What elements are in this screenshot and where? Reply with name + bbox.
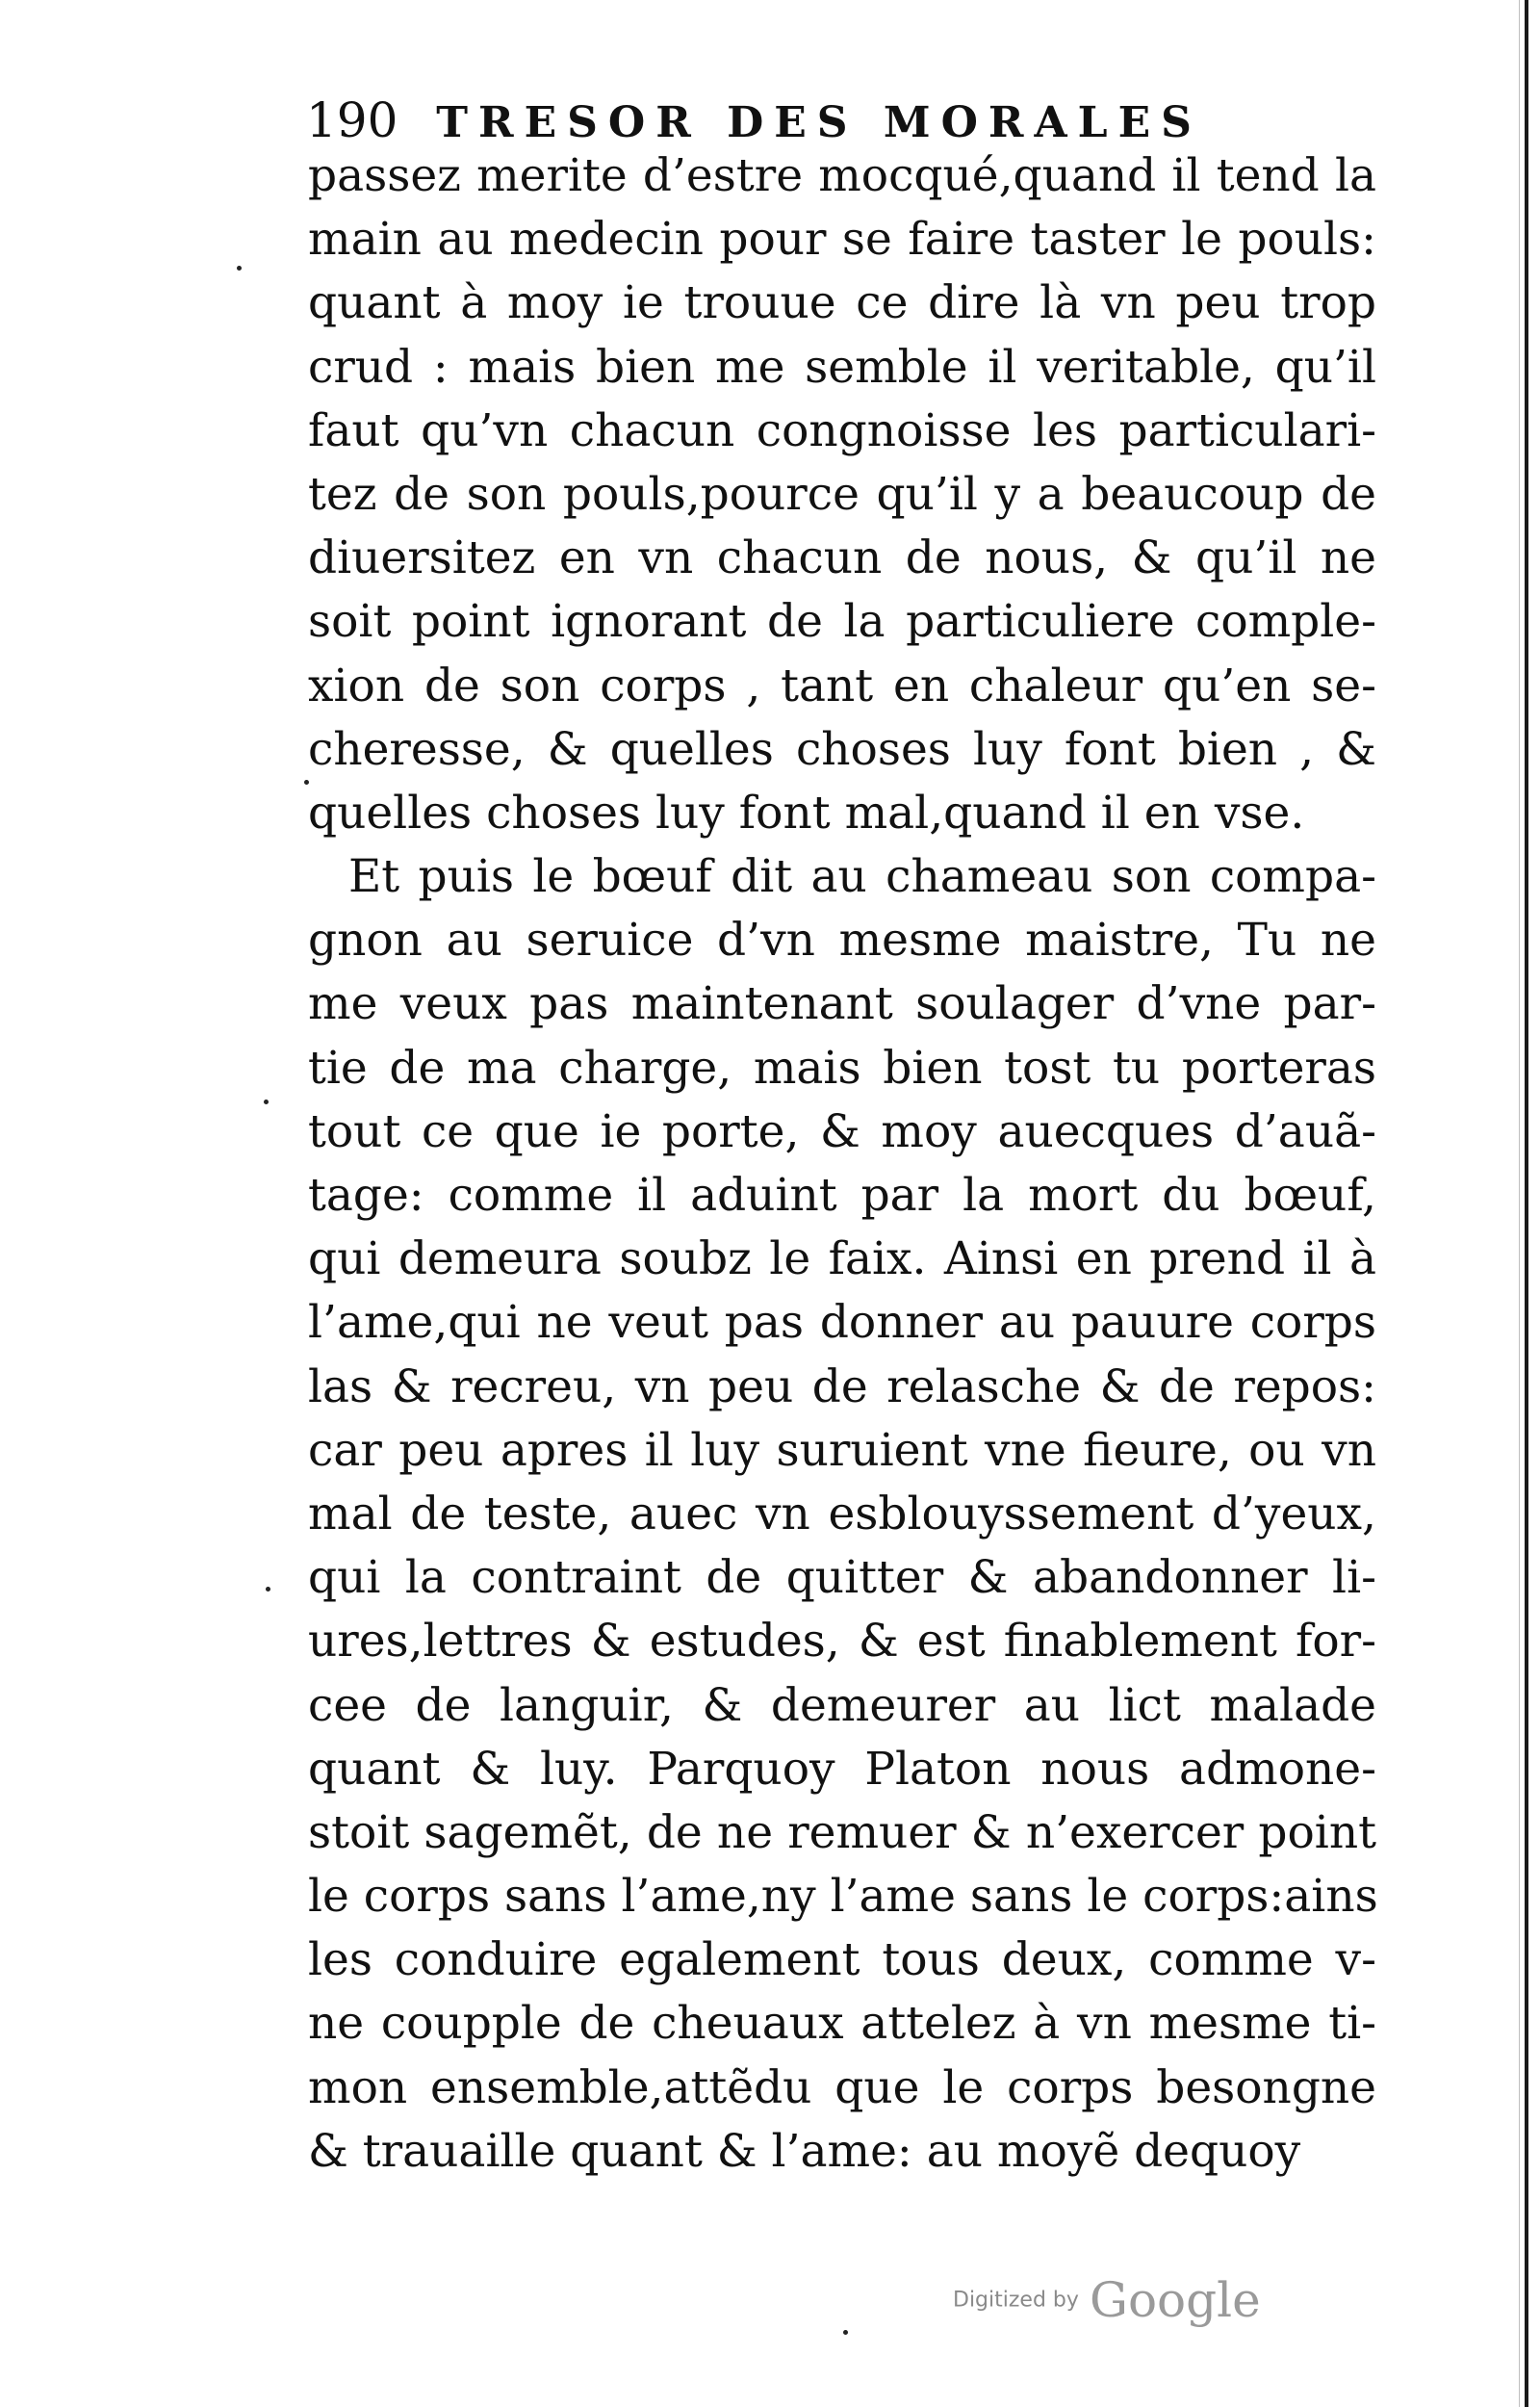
text-line: crud : mais bien me semble il veritable, qu’il [308, 340, 1376, 394]
text-line: & trauaille quant & l’ame: au moyẽ dequoy [308, 2124, 1301, 2178]
body-text [308, 144, 1376, 2184]
text-line: stoit sagemẽt, de ne remuer & n’exercer point [308, 1805, 1376, 1859]
text-line: ne coupple de cheuaux attelez à vn mesme ti- [308, 1997, 1376, 2051]
text-line: main au medecin pour se faire taster le pouls: [308, 213, 1376, 267]
text-line: me veux pas maintenant soulager d’vne par- [308, 977, 1376, 1031]
text-line: mon ensemble,attẽdu que le corps besongne [308, 2060, 1376, 2114]
ink-speck [843, 2330, 848, 2335]
text-line: qui la contraint de quitter & abandonner li- [308, 1551, 1376, 1605]
ink-speck [237, 266, 242, 271]
text-line: Et puis le bœuf dit au chameau son compa- [348, 850, 1376, 904]
text-line: soit point ignorant de la particuliere comple- [308, 595, 1376, 649]
text-line: diuersitez en vn chacun de nous, & qu’il ne [308, 531, 1376, 585]
text-line: faut qu’vn chacun congnoisse les particulari- [308, 403, 1376, 457]
text-line: tout ce que ie porte, & moy auecques d’auã- [308, 1104, 1376, 1158]
page-edge-shadow [1519, 0, 1520, 2407]
google-logo: Google [1090, 2272, 1261, 2328]
text-line: quant à moy ie trouue ce dire là vn peu trop [308, 276, 1376, 330]
text-line: les conduire egalement tous deux, comme v- [308, 1933, 1376, 1987]
text-line: las & recreu, vn peu de relasche & de repos: [308, 1359, 1376, 1413]
text-line: ures,lettres & estudes, & est finablement for- [308, 1615, 1376, 1669]
page-edge [1525, 0, 1528, 2407]
text-line: tage: comme il aduint par la mort du bœuf, [308, 1169, 1376, 1222]
text-line: car peu apres il luy suruient vne fieure, ou vn [308, 1423, 1376, 1477]
ink-speck [304, 780, 309, 785]
digitized-label: Digitized by [953, 2288, 1079, 2313]
text-line: cheresse, & quelles choses luy font bien , & [308, 722, 1376, 776]
text-line: tez de son pouls,pource qu’il y a beaucoup de [308, 467, 1376, 521]
text-line: qui demeura soubz le faix. Ainsi en prend il à [308, 1232, 1376, 1286]
ink-speck [264, 1100, 269, 1104]
ink-speck [266, 1587, 270, 1592]
text-line: gnon au seruice d’vn mesme maistre, Tu ne [308, 914, 1376, 968]
digitization-watermark [953, 2272, 1357, 2340]
text-line: l’ame,qui ne veut pas donner au pauure corps [308, 1296, 1376, 1350]
text-line: quant & luy. Parquoy Platon nous admone- [308, 1742, 1376, 1796]
text-line: xion de son corps , tant en chaleur qu’en se- [308, 659, 1376, 712]
text-line: quelles choses luy font mal,quand il en vse. [308, 786, 1305, 840]
text-line: tie de ma charge, mais bien tost tu porteras [308, 1041, 1376, 1095]
page-number: 190 [306, 92, 398, 148]
running-title: TRESOR DES MORALES [436, 98, 1202, 147]
text-line: cee de languir, & demeurer au lict malade [308, 1678, 1376, 1732]
text-line: le corps sans l’ame,ny l’ame sans le corps:ains [308, 1870, 1378, 1924]
text-line: passez merite d’estre mocqué,quand il tend la [308, 149, 1376, 202]
text-line: mal de teste, auec vn esblouyssement d’yeux, [308, 1487, 1376, 1540]
